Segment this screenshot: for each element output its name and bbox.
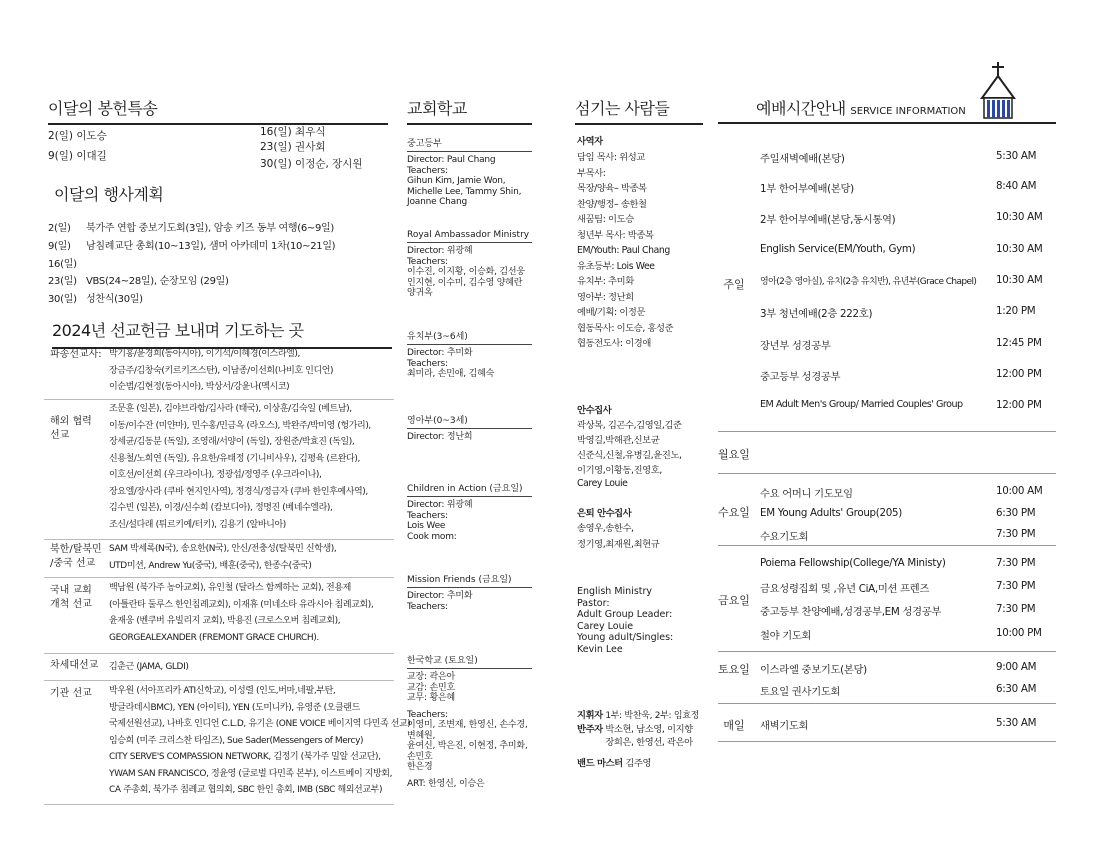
service-time: 12:45 PM [996,337,1042,349]
leaders-title: 사역자 [577,136,603,147]
mission-group-domestic [44,580,394,654]
service-name: 수요 어머니 기도모임 [760,488,853,500]
accompanist-row [577,723,693,749]
dept-title: Royal Ambassador Ministry [407,230,532,243]
dept-mission-friends [407,572,532,612]
event-row [48,237,335,252]
event-text: VBS(24~28일), 순장모임 (29일) [86,276,229,287]
dept-kindergarten [407,329,532,380]
mission-group-lines: 김춘근 (JAMA, GLDI) [109,662,189,672]
event-row [48,219,334,234]
events-title: 이달의 행사계획 [54,185,164,204]
service-time: 7:30 PM [996,528,1036,540]
service-time: 12:00 PM [996,399,1042,411]
offering-name: 권사회 [295,141,326,153]
service-time: 9:00 AM [996,661,1037,673]
schedule-day: 수요일 [718,506,750,519]
offering-date: 23(일) [260,141,292,153]
mission-group-nk-china [44,541,394,578]
service-name: EM Adult Men's Group/ Married Couples' Group [760,399,963,410]
offering-title: 이달의 봉헌특송 [48,96,388,125]
service-time: 10:00 AM [996,485,1043,497]
offering-date: 16(일) [260,126,292,138]
event-date: 9(일) [48,241,71,252]
schedule-group-monday [718,432,1056,474]
offering-date: 2(일) [48,130,74,142]
mission-group-lines: 조문훈 (일본), 김야브라함/김사라 (태국), 이상훈/김숙일 (베트남), 이동/이수잔 (미얀마), 민수홍/민금옥 (라오스), 박완주/박미영 (헝가리), 장세균/김동분 (독일), 조영래/서양이 (독일), 장원준/박효진 (독일), 신용철/노희연 (독일), 유요한/유태정 (기니비사우), 김평육 (르완다), 이호선/이선희 (우크라이나), 정광섭/정영주 (우크라이나), 장요엘/장사라 (쿠바 현지인사역), 정경식/정금자 (쿠바 한인후예사역), 김수빈 (일본), 이경/신수희 (캄보디아), 정명진 (베네수엘라), 조신/설다래 (튀르키예/터키), 김용기 (알바니아) [109,404,371,530]
schedule-day: 월요일 [718,448,750,461]
band-master-value: 김주영 [625,758,652,769]
offering-name: 이도승 [76,130,107,142]
offering-date: 30(일) [260,158,292,170]
service-name: 중고등부 성경공부 [760,371,841,383]
offering-date: 9(일) [48,150,74,162]
service-name: EM Young Adults' Group(205) [760,507,902,519]
dept-title: Mission Friends (금요일) [407,572,532,588]
offering-row [48,128,107,143]
conductor-label: 지휘자 [577,710,603,721]
mission-group-label: 국내 교회 개척 선교 [50,585,92,610]
accompanist-value: 박소현, 남소영, 이지향 장희은, 한영선, 곽은아 [605,724,693,748]
dept-korean-school [407,653,532,789]
leaders-list: 담임 목사: 위성교 부목사: 목장/양육– 박종복 찬양/행정– 송한철 새꿈팀: 이도승 청년부 목사: 박종복 EM/Youth: Paul Chang 유초등부: Lois Wee 유치부: 추미화 영아부: 정난희 예배/기획: 이정문 협동목사: 이도승, 홍성준 협동전도사: 이경애 [577,152,674,349]
church-school-title: 교회학교 [407,96,532,125]
service-name: 주일새벽예배(본당) [760,153,845,165]
offering-row [260,124,325,139]
dept-children-in-action [407,481,532,542]
dept-body: Director: 정난희 [407,432,473,442]
event-date: 30(일) [48,294,77,305]
mission-group-label: 북한/탈북민 /중국 선교 [50,544,102,569]
event-date: 2(일) [48,223,71,234]
mission-group-label: 해외 협력 선교 [50,416,92,441]
mission-group-lines: 백남원 (북가주 농아교회), 유인철 (달라스 함께하는 교회), 전용제 (아틀란타 둘루스 한인침례교회), 이재휴 (미네소타 유라시아 침례교회), 윤재웅 (벤쿠버 유빌리지 교회), 박용진 (크로스오버 침례교회), GEORGEALEXANDER (FREMONT GRACE CHURCH). [109,583,374,643]
event-row [48,255,86,270]
missions-title: 2024년 선교헌금 보내며 기도하는 곳 [52,318,392,349]
service-time: 10:30 AM [996,274,1043,286]
mission-group-lines: 박기홍/윤경희(동아시아), 이기석/이혜경(이스라엘), 장금주/김창숙(키르키즈스탄), 이남종/이선희(나비호 인디언) 이순범/김현정(동아시아), 박상서/강윤나(멕시코) [109,349,334,392]
schedule-day: 금요일 [718,594,750,607]
retired-deacons-list: 송영우,송한수, 정기영,최재원,최현규 [577,523,660,550]
mission-group-overseas [44,401,394,540]
conductor-value: 1부: 박찬욱, 2부: 임효정 [605,711,700,721]
service-name: 토요일 권사기도회 [760,686,841,698]
offering-name: 이정순, 장시원 [295,158,363,170]
service-time: 10:30 AM [996,211,1043,223]
dept-title: 중고등부 [407,136,532,152]
service-name: 영아(2층 영아실), 유치(2층 유치반), 유년부(Grace Chapel) [760,277,977,287]
mission-group-label: 차세대선교 [50,660,99,671]
schedule-group-sunday [718,134,1056,432]
conductor-row [577,708,699,724]
service-name: 1부 한어부예배(본당) [760,183,854,195]
service-time: 6:30 AM [996,683,1037,695]
service-time: 10:00 PM [996,627,1042,639]
event-text: 북가주 연합 중보기도회(3일), 암송 키즈 동부 여행(6~9일) [86,223,335,234]
event-date: 16(일) [48,259,77,270]
service-time: 7:30 PM [996,557,1036,569]
deacons-title: 안수집사 [577,405,612,416]
dept-title: 한국학교 (토요일) [407,653,532,669]
event-text: 성찬식(30일) [86,294,143,305]
service-time: 7:30 PM [996,580,1036,592]
dept-body: 교장: 곽은아 교감: 손민호 교무: 황은혜 Teachers: 이영미, 조변재, 한영신, 손수경, 변혜원, 윤여신, 박은진, 이현정, 추미화, 손민호 한은경 ART: 한영신, 이승은 [407,672,528,789]
event-row [48,290,143,305]
band-master-label: 밴드 마스터 [577,758,623,769]
dept-title: 영아부(0~3세) [407,413,532,429]
offering-name: 이대길 [76,150,107,162]
accompanist-label: 반주자 [577,724,603,735]
english-ministry: English Ministry Pastor: Adult Group Leader: Carey Louie Young adult/Singles: Kevin Lee [577,586,674,655]
service-time: 6:30 PM [996,507,1036,519]
mission-group-label: 파송선교사: [50,349,102,360]
schedule-title: 예배시간안내 SERVICE INFORMATION [756,99,966,118]
service-name: 2부 한어부예배(본당,동시통역) [760,214,896,226]
schedule-day: 토요일 [718,663,750,676]
mission-group-label: 기관 선교 [50,688,92,699]
schedule-group-wednesday [718,474,1056,546]
dept-title: 유치부(3~6세) [407,329,532,345]
service-name: 3부 청년예배(2층 222호) [760,308,873,320]
offering-name: 최우식 [295,126,326,138]
dept-body: Director: 추미화 Teachers: [407,591,473,612]
dept-title: Children in Action (금요일) [407,481,532,497]
servers-title: 섬기는 사람들 [575,96,703,125]
service-name: 이스라엘 중보기도(본당) [760,664,867,676]
dept-body: Director: 추미화 Teachers: 최미라, 손민애, 김혜숙 [407,348,495,379]
mission-group-nextgen [44,657,394,681]
service-name: 수요기도회 [760,531,809,543]
service-time: 8:40 AM [996,180,1037,192]
mission-group-sent [44,346,394,400]
event-row [48,272,229,287]
schedule-group-friday [718,546,1056,652]
event-date: 23(일) [48,276,77,287]
offering-row [260,139,325,154]
service-name: 장년부 성경공부 [760,340,831,352]
service-time: 1:20 PM [996,305,1036,317]
schedule-subtitle: SERVICE INFORMATION [850,106,966,117]
offering-row [48,148,107,163]
service-time: 5:30 AM [996,717,1037,729]
dept-infant [407,413,532,443]
service-time: 10:30 AM [996,243,1043,255]
dept-body: Director: 위광혜 Teachers: Lois Wee Cook mom: [407,500,473,542]
service-name: English Service(EM/Youth, Gym) [760,243,916,255]
mission-group-lines: SAM 박세록(N국), 송요한(N국), 안신/전충성(탈북민 신학생), UTD미션, Andrew Yu(중국), 배훈(중국), 한종수(중국) [109,544,337,571]
dept-body: Director: 위광혜 Teachers: 이수진, 이지황, 이승화, 김선웅 인지현, 이수미, 김수영 양혜란 양귀옥 [407,246,525,298]
service-name: 중고등부 찬양예배,성경공부,EM 성경공부 [760,606,942,618]
mission-group-institutions [44,683,411,805]
church-icon [976,62,1020,120]
offering-row [260,156,363,171]
dept-body: Director: Paul Chang Teachers: Gihun Kim, Jamie Won, Michelle Lee, Tammy Shin, Joanne Chang [407,155,522,207]
dept-youth [407,136,532,208]
mission-group-lines: 박우원 (서아프리카 ATI신학교), 이성렬 (인도,버마,네팔,부탄, 방글라데시BMC), YEN (아이티), YEN (도미니카), 유영준 (오클랜드 국제선원선교), 나바호 인디언 C.L.D, 유기은 (ONE VOICE 베이지역 다민족 선교) 임승희 (미주 크리스찬 타임즈), Sue Sader(Messengers of Mercy) CITY SERVE'S COMPASSION NETWORK, 김정기 (북가주 밀알 선교단), YWAM SAN FRANCISCO, 정윤영 (글로벌 다민족 본부), 이스트베이 지방회, CA 주총회, 북가주 침례교 협의회, SBC 한인 총회, IMB (SBC 해외선교부) [109,686,411,795]
retired-deacons-title: 은퇴 안수집사 [577,508,632,519]
schedule-day: 주일 [723,278,745,291]
dept-royal-ambassador [407,230,532,299]
deacons-list: 곽상복, 김곤수,김영일,김준 박영길,박해관,신보균 신준식,신철,유병길,윤진노, 이기영,이황동,진영호, Carey Louie [577,420,682,489]
event-text: 남침례교단 총회(10~13일), 샘머 아카데미 1차(10~21일) [86,241,336,252]
service-name: 새벽기도회 [760,720,809,732]
service-name: 금요성령집회 및 ,유년 CiA,미션 프렌즈 [760,583,930,595]
band-master-row [577,756,651,772]
service-name: 철야 기도회 [760,630,812,642]
service-time: 5:30 AM [996,150,1037,162]
schedule-day: 매일 [723,719,745,732]
service-name: Poiema Fellowship(College/YA Ministy) [760,557,946,569]
service-time: 7:30 PM [996,603,1036,615]
schedule-group-saturday [718,652,1056,704]
service-time: 12:00 PM [996,368,1042,380]
schedule-group-daily [718,704,1056,742]
